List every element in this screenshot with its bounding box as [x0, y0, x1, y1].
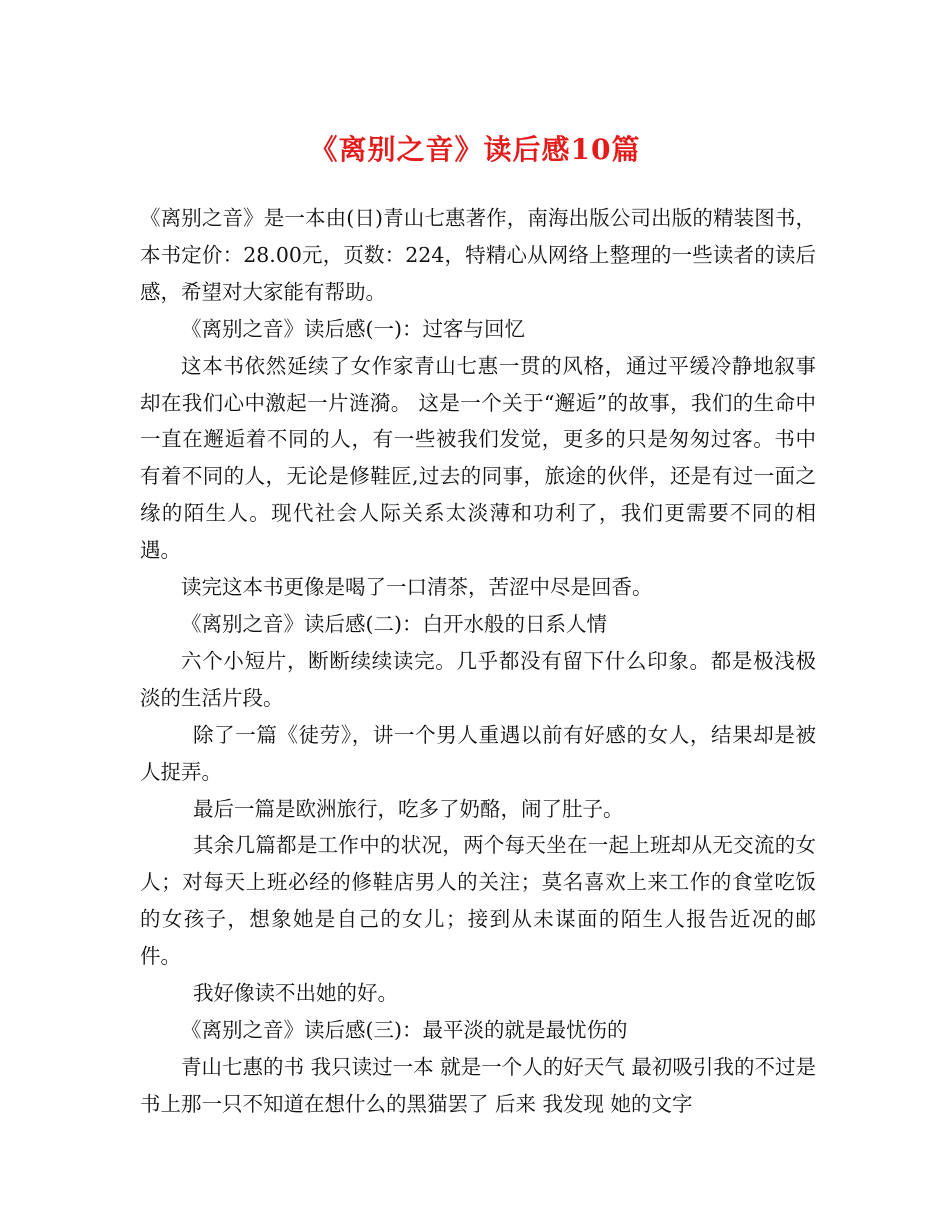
section-heading-1: 《离别之音》读后感(一)：过客与回忆: [181, 316, 525, 341]
body-paragraph: 青山七惠的书 我只读过一本 就是一个人的好天气 最初吸引我的不过是书上那一只不知道在想什么的黑猫罢了 后来 我发现 她的文字: [140, 1054, 816, 1116]
section-heading-2: 《离别之音》读后感(二)：白开水般的日系人情: [181, 611, 607, 636]
document-title: 《离别之音》读后感10篇: [309, 133, 641, 166]
document-body: [140, 200, 816, 1123]
body-paragraph: 六个小短片，断断续续读完。几乎都没有留下什么印象。都是极浅极淡的生活片段。: [140, 648, 816, 710]
body-paragraph: 我好像读不出她的好。: [193, 981, 398, 1006]
section-heading-3: 《离别之音》读后感(三)：最平淡的就是最忧伤的: [181, 1017, 628, 1042]
body-paragraph: 读完这本书更像是喝了一口清茶，苦涩中尽是回香。: [181, 575, 653, 600]
body-paragraph: 除了一篇《徒劳》，讲一个男人重遇以前有好感的女人，结果却是被人捉弄。: [140, 722, 816, 784]
body-paragraph: 最后一篇是欧洲旅行，吃多了奶酪，闹了肚子。: [193, 796, 624, 821]
body-paragraph: 其余几篇都是工作中的状况，两个每天坐在一起上班却从无交流的女人；对每天上班必经的修鞋店男人的关注；莫名喜欢上来工作的食堂吃饭的女孩子，想象她是自己的女儿；接到从未谋面的陌生人报告近况的邮件。: [140, 833, 816, 969]
body-paragraph: 这本书依然延续了女作家青山七惠一贯的风格，通过平缓冷静地叙事却在我们心中激起一片涟漪。 这是一个关于“邂逅”的故事，我们的生命中一直在邂逅着不同的人，有一些被我们发觉，更多的只是匆匆过客。书中有着不同的人，无论是修鞋匠,过去的同事，旅途的伙伴，还是有过一面之缘的陌生人。现代社会人际关系太淡薄和功利了，我们更需要不同的相遇。: [140, 353, 816, 563]
intro-paragraph: 《离别之音》是一本由(日)青山七惠著作，南海出版公司出版的精装图书，本书定价：28.00元，页数：224，特精心从网络上整理的一些读者的读后感，希望对大家能有帮助。: [140, 206, 816, 304]
